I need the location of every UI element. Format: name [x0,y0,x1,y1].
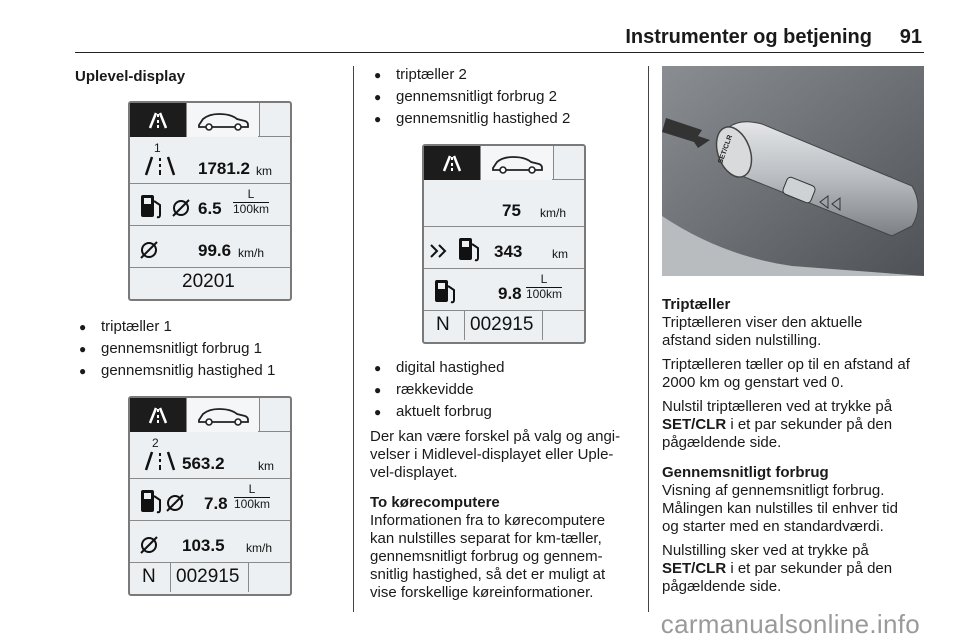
paragraph-trip-meter-1: Triptælleren viser den aktuelle afstand siden nulstilling. [662,314,863,349]
gear-indicator: N [436,314,450,335]
car-icon [481,146,553,180]
speed-value: 75 [502,201,521,220]
list-item: ● triptæller 2 [370,64,570,86]
speed-unit: km/h [540,206,567,220]
range-unit: km [552,247,568,261]
list-item: ● rækkevidde [370,379,504,401]
list-item: ● gennemsnitligt forbrug 1 [75,338,275,360]
average-icon [138,534,160,556]
page-number: 91 [899,26,922,48]
odometer: 002915 [470,314,534,335]
trip-value: 1781.2 [198,159,250,178]
turn-signal-stalk-photo [662,66,924,276]
bullet-list-2 [370,64,570,130]
fuel-pump-icon [138,486,166,516]
paragraph-trip-meter-2: Triptælleren tæller op til en afstand af 2000 km og genstart ved 0. [662,356,910,391]
trip-unit: km [258,459,274,473]
gear-indicator: N [142,566,156,587]
average-icon [138,239,160,261]
trip-value: 563.2 [182,454,225,473]
road-icon [140,153,180,179]
double-chevron-icon [428,242,450,260]
road-icon [424,146,480,180]
column-divider-1 [353,66,354,612]
fuel-unit: $\frac{L}{100km}$ [233,187,270,216]
trip-tab-active [130,103,186,137]
subheading-trip-meter: Triptæller [662,296,731,313]
average-icon [170,197,192,219]
paragraph-average-reset: Nulstilling sker ved at trykke på SET/CLR i et par sekunder på den pågældende side. [662,542,893,595]
list-item: ● gennemsnitlig hastighed 1 [75,360,275,382]
fuel-unit: $\frac{L}{100km}$ [526,272,563,301]
watermark: carmanualsonline.info [660,609,920,639]
car-tab [480,146,554,180]
speed-value: 99.6 [198,241,232,260]
paragraph-two-trip-computers: Informationen fra to kørecomputere kan nulstilles separat for km-tæller, gennemsnitligt forbrug og gennem- snitlig hastighed, så det er muligt at vise forskellige køreinformationer. [370,512,606,601]
speed-value: 103.5 [182,536,225,555]
list-item: ● aktuelt forbrug [370,401,504,423]
bullet-list-1 [75,316,275,382]
fuel-pump-icon [432,276,460,306]
road-icon [140,448,180,474]
paragraph-display-note: Der kan være forskel på valg og angi- velser i Midlevel-displayet eller Uple- vel-displayet. [370,428,621,481]
list-item: ● gennemsnitlig hastighed 2 [370,108,570,130]
odometer: 20201 [182,271,235,292]
average-icon [164,492,186,514]
car-icon [187,398,259,432]
odometer: 002915 [176,566,240,587]
trip-unit: km [256,164,272,178]
paragraph-trip-meter-reset: Nulstil triptælleren ved at trykke på SET/CLR i et par sekunder på den pågældende side. [662,398,893,451]
speed-unit: km/h [246,541,273,555]
fuel-value: 7.8 [204,494,228,513]
header-rule [75,52,924,53]
road-icon [130,103,186,137]
uplevel-display-speed-range [422,144,586,344]
running-header-title: Instrumenter og betjening [625,26,872,48]
speed-unit: km/h [238,246,265,260]
subheading-average-consumption: Gennemsnitligt forbrug [662,464,829,481]
trip-tab-active [424,146,480,180]
subheading-two-trip-computers: To kørecomputere [370,494,500,511]
fuel-pump-icon [138,191,166,221]
range-value: 343 [494,242,523,261]
fuel-pump-icon [456,234,484,264]
list-item: ● gennemsnitligt forbrug 2 [370,86,570,108]
fuel-value: 6.5 [198,199,222,218]
car-tab [186,103,260,137]
fuel-value: 9.8 [498,284,522,303]
section-title: Uplevel-display [75,68,186,85]
paragraph-average-consumption: Visning af gennemsnitligt forbrug. Målingen kan nulstilles til enhver tid og starter med en standardværdi. [662,482,898,535]
uplevel-display-trip1 [128,101,292,301]
road-icon [130,398,186,432]
trip-tab-active [130,398,186,432]
trip-index: 2 [152,436,159,450]
bullet-list-3 [370,357,504,423]
car-icon [187,103,259,137]
car-tab [186,398,260,432]
stalk-illustration [662,66,924,276]
svg-text:SET/CLR: SET/CLR [717,134,735,165]
trip-index: 1 [154,141,161,155]
uplevel-display-trip2 [128,396,292,596]
list-item: ● digital hastighed [370,357,504,379]
list-item: ● triptæller 1 [75,316,275,338]
fuel-unit: $\frac{L}{100km}$ [234,482,271,511]
column-divider-2 [648,66,649,612]
